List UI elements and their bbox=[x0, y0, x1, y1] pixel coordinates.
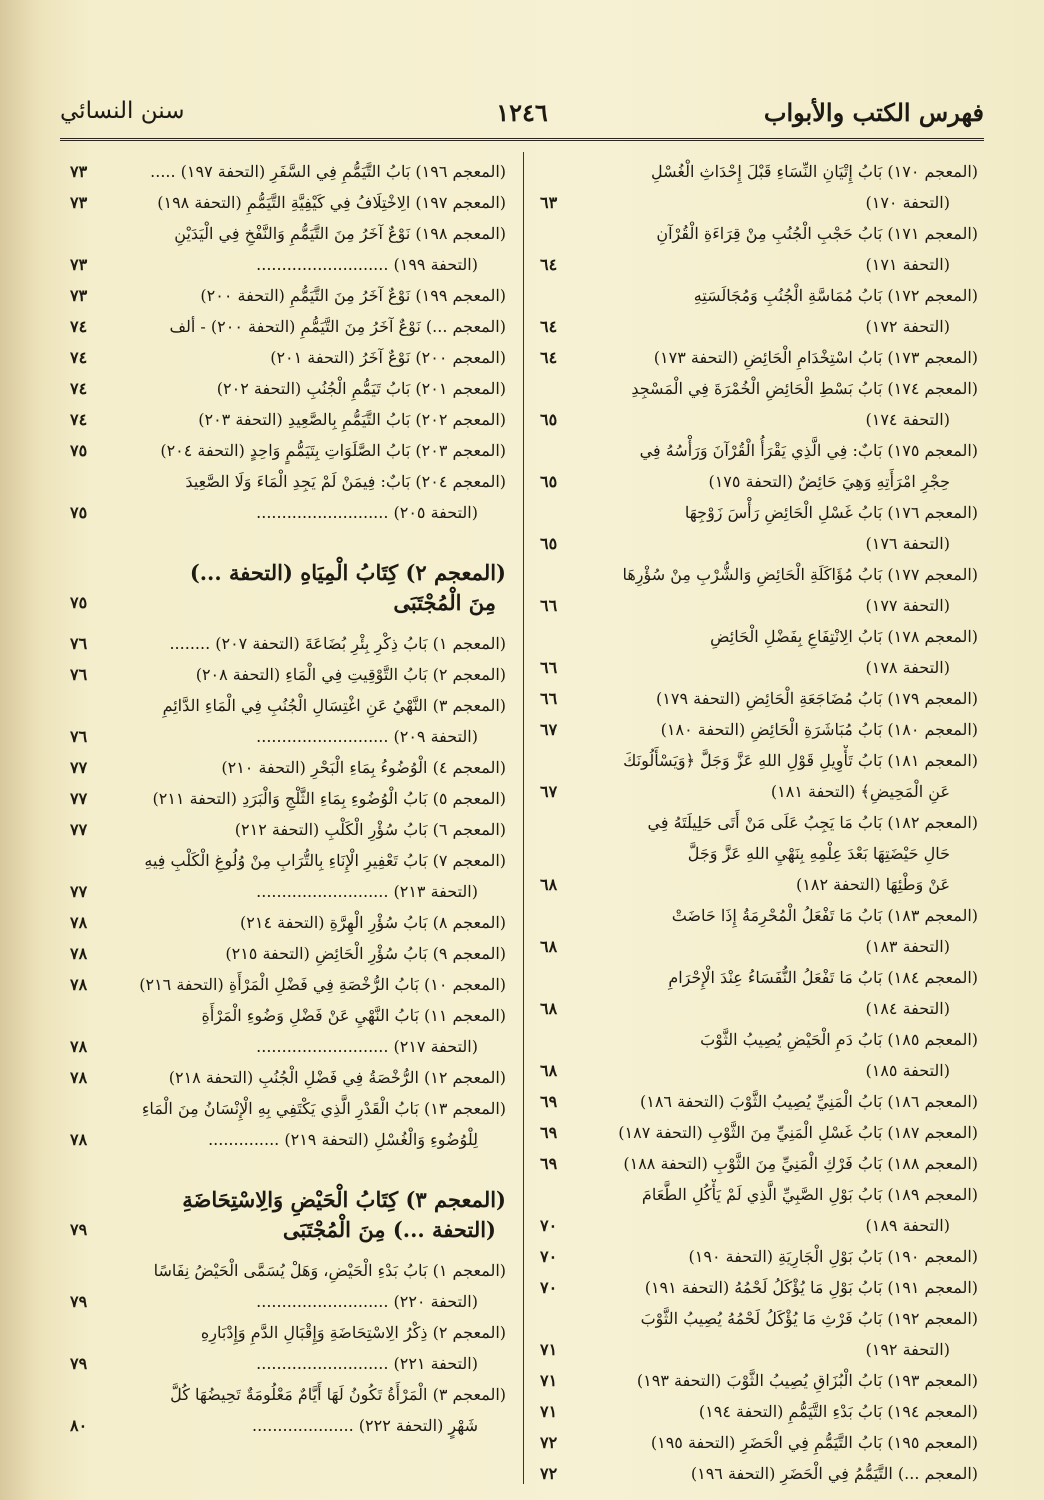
entry-page-number: ٧٨ bbox=[70, 944, 88, 963]
entry-page-number: ٦٨ bbox=[540, 1061, 558, 1080]
index-entry bbox=[70, 218, 506, 280]
entry-text: (المعجم ١٧٩) بَابُ مُضَاجَعَةِ الْحَائِضِ (التحفة ١٧٩) bbox=[656, 689, 978, 708]
book-section-heading bbox=[70, 1185, 506, 1245]
entry-text: (التحفة ١٩٩) .......................... bbox=[256, 255, 478, 274]
entry-page-number: ٦٦ bbox=[540, 658, 558, 677]
index-entry bbox=[540, 218, 978, 280]
entry-page-number: ٧٣ bbox=[70, 193, 88, 212]
entry-page-number: ٧١ bbox=[540, 1371, 558, 1390]
entry-text: (المعجم ١) بَابُ بَدْءِ الْحَيْضِ، وَهَلْ يُسَمَّى الْحَيْضُ نِفَاسًا bbox=[153, 1261, 506, 1280]
index-entry bbox=[540, 621, 978, 683]
entry-page-number: ٧١ bbox=[540, 1340, 558, 1359]
section-page-number: ٧٩ bbox=[70, 1220, 88, 1239]
entry-text: (المعجم ١٩١) بَابُ بَوْلِ مَا يُؤْكَلُ لَحْمُهُ (التحفة ١٩١) bbox=[644, 1278, 978, 1297]
index-entry bbox=[540, 962, 978, 1024]
entry-page-number: ٧٤ bbox=[70, 410, 88, 429]
entry-page-number: ٧٠ bbox=[540, 1247, 558, 1266]
entry-text: (التحفة ١٨٤) bbox=[865, 999, 950, 1018]
entry-text: (المعجم ١٧٦) بَابُ غَسْلِ الْحَائِضِ رَأْسَ زَوْجِهَا bbox=[684, 503, 978, 522]
entry-text: (المعجم ١٧٧) بَابُ مُؤَاكَلَةِ الْحَائِضِ وَالشُّرْبِ مِنْ سُؤْرِهَا bbox=[622, 565, 978, 584]
index-entry bbox=[70, 1000, 506, 1062]
entry-text: (المعجم ٩) بَابُ سُؤْرِ الْحَائِضِ (التحفة ٢١٥) bbox=[225, 944, 506, 963]
index-entry bbox=[70, 907, 506, 938]
entry-page-number: ٧٤ bbox=[70, 348, 88, 367]
entry-text: (المعجم ١٩٩) نَوْعٌ آخَرُ مِنَ التَّيَمُّمِ (التحفة ٢٠٠) bbox=[200, 286, 506, 305]
index-entry bbox=[540, 342, 978, 373]
entry-text: (التحفة ٢١٧) .......................... bbox=[256, 1037, 478, 1056]
entry-page-number: ٧٦ bbox=[70, 727, 88, 746]
entry-text: (المعجم ١٧٣) بَابُ اسْتِخْدَامِ الْحَائِضِ (التحفة ١٧٣) bbox=[653, 348, 978, 367]
entry-page-number: ٧٦ bbox=[70, 665, 88, 684]
entry-page-number: ٧٧ bbox=[70, 789, 88, 808]
entry-text: (المعجم ٢٠٤) بَابٌ: فِيمَنْ لَمْ يَجِدِ الْمَاءَ وَلَا الصَّعِيدَ bbox=[185, 472, 506, 491]
index-entry bbox=[70, 404, 506, 435]
index-entry bbox=[540, 559, 978, 621]
section-title: مِنَ الْمُجْتَبَى bbox=[393, 590, 496, 615]
index-entry bbox=[540, 1365, 978, 1396]
entry-text: (المعجم ١) بَابُ ذِكْرِ بِئْرِ بُضَاعَةَ (التحفة ٢٠٧) ........ bbox=[169, 634, 506, 653]
entry-text: (التحفة ١٧٢) bbox=[865, 317, 950, 336]
entry-text: (التحفة ١٧٧) bbox=[865, 596, 950, 615]
index-entry bbox=[540, 1117, 978, 1148]
entry-page-number: ٧٤ bbox=[70, 379, 88, 398]
entry-text: (المعجم ١٨٩) بَابُ بَوْلِ الصَّبِيِّ الَّذِي لَمْ يَأْكُلِ الطَّعَامَ bbox=[641, 1185, 978, 1204]
index-entry bbox=[70, 311, 506, 342]
entry-page-number: ٦٨ bbox=[540, 999, 558, 1018]
entry-text: (المعجم ١٣) بَابُ الْقَدْرِ الَّذِي يَكْتَفِي بِهِ الْإِنْسَانُ مِنَ الْمَاءِ bbox=[141, 1099, 506, 1118]
entry-text: شَهْرٍ (التحفة ٢٢٢) .................... bbox=[252, 1416, 478, 1435]
index-entry bbox=[70, 1379, 506, 1441]
entry-text: (المعجم ٢٠١) بَابُ تَيَمُّمِ الْجُنُبِ (التحفة ٢٠٢) bbox=[216, 379, 506, 398]
entry-page-number: ٧٣ bbox=[70, 286, 88, 305]
entry-text: (التحفة ١٧٤) bbox=[865, 410, 950, 429]
entry-page-number: ٧٨ bbox=[70, 1037, 88, 1056]
entry-page-number: ٦٣ bbox=[540, 193, 558, 212]
index-entry bbox=[70, 435, 506, 466]
entry-page-number: ٧٩ bbox=[70, 1354, 88, 1373]
entry-text: (المعجم ٧) بَابُ تَعْفِيرِ الْإِنَاءِ بِالتُّرَابِ مِنْ وُلُوغِ الْكَلْبِ فِيهِ bbox=[144, 851, 506, 870]
entry-text: (المعجم ١٨٦) بَابُ الْمَنِيِّ يُصِيبُ الثَّوْبَ (التحفة ١٨٦) bbox=[639, 1092, 978, 1111]
entry-page-number: ٦٩ bbox=[540, 1154, 558, 1173]
header-rule bbox=[60, 138, 984, 141]
index-entry bbox=[70, 373, 506, 404]
entry-text: (المعجم ٣) النَّهْيُ عَنِ اغْتِسَالِ الْجُنُبِ فِي الْمَاءِ الدَّائِمِ bbox=[162, 696, 506, 715]
index-entry bbox=[540, 1024, 978, 1086]
section-title: (التحفة ...) مِنَ الْمُجْتَبَى bbox=[282, 1217, 496, 1242]
entry-text: (المعجم ١٧٥) بَابٌ: فِي الَّذِي يَقْرَأُ الْقُرْآنَ وَرَأْسُهُ فِي bbox=[639, 441, 978, 460]
entry-text: (التحفة ١٧٨) bbox=[865, 658, 950, 677]
index-entry bbox=[540, 156, 978, 218]
entry-text: عَنِ الْمَحِيضِ﴾ (التحفة ١٨١) bbox=[770, 782, 950, 801]
index-entry bbox=[540, 1427, 978, 1458]
index-entry bbox=[70, 938, 506, 969]
index-entry bbox=[70, 752, 506, 783]
entry-page-number: ٧٦ bbox=[70, 634, 88, 653]
entry-text: (المعجم ٨) بَابُ سُؤْرِ الْهِرَّةِ (التحفة ٢١٤) bbox=[240, 913, 506, 932]
header-title: فهرس الكتب والأبواب bbox=[763, 98, 984, 127]
entry-text: (التحفة ٢٢١) .......................... bbox=[256, 1354, 478, 1373]
entry-page-number: ٦٧ bbox=[540, 720, 558, 739]
entry-page-number: ٧٧ bbox=[70, 758, 88, 777]
entry-text: (المعجم ...) التَّيَمُّمُ فِي الْحَضَرِ (التحفة ١٩٦) bbox=[690, 1464, 978, 1483]
entry-text: (المعجم ١٩٥) بَابُ التَّيَمُّمِ فِي الْحَضَرِ (التحفة ١٩٥) bbox=[650, 1433, 978, 1452]
entry-page-number: ٧٥ bbox=[70, 503, 88, 522]
entry-text: (التحفة ١٩٢) bbox=[865, 1340, 950, 1359]
entry-page-number: ٧٣ bbox=[70, 255, 88, 274]
entry-page-number: ٦٩ bbox=[540, 1123, 558, 1142]
index-entry bbox=[70, 845, 506, 907]
entry-page-number: ٦٦ bbox=[540, 689, 558, 708]
entry-text: لِلْوُضُوءِ وَالْغُسْلِ (التحفة ٢١٩) .............. bbox=[208, 1130, 478, 1149]
index-entry bbox=[540, 1086, 978, 1117]
index-entry bbox=[540, 435, 978, 497]
entry-page-number: ٦٤ bbox=[540, 317, 558, 336]
index-column-right bbox=[540, 156, 978, 1489]
entry-text: (التحفة ١٨٥) bbox=[865, 1061, 950, 1080]
entry-text: (التحفة ٢٢٠) .......................... bbox=[256, 1292, 478, 1311]
index-entry bbox=[70, 156, 506, 187]
entry-text: (المعجم ١٠) بَابُ الرُّخْصَةِ فِي فَضْلِ الْمَرْأَةِ (التحفة ٢١٦) bbox=[139, 975, 506, 994]
entry-text: عَنْ وَطْئِهَا (التحفة ١٨٢) bbox=[796, 875, 950, 894]
entry-page-number: ٦٨ bbox=[540, 875, 558, 894]
entry-text: (المعجم ...) نَوْعٌ آخَرُ مِنَ التَّيَمُّمِ (التحفة ٢٠٠) - ألف bbox=[169, 317, 506, 336]
index-entry bbox=[540, 1179, 978, 1241]
entry-page-number: ٧٢ bbox=[540, 1464, 558, 1483]
entry-page-number: ٧٠ bbox=[540, 1278, 558, 1297]
entry-text: (المعجم ١٧٢) بَابُ مُمَاسَّةِ الْجُنُبِ وَمُجَالَسَتِهِ bbox=[693, 286, 978, 305]
index-entry bbox=[540, 1272, 978, 1303]
entry-text: (المعجم ١٩٣) بَابُ الْبُزَاقِ يُصِيبُ الثَّوْبَ (التحفة ١٩٣) bbox=[636, 1371, 978, 1390]
entry-text: (المعجم ١٧٠) بَابُ إِتْيَانِ النِّسَاءِ قَبْلَ إِحْدَاثِ الْغُسْلِ bbox=[651, 162, 978, 181]
entry-text: (التحفة ٢٠٩) .......................... bbox=[256, 727, 478, 746]
entry-page-number: ٧٣ bbox=[70, 162, 88, 181]
entry-page-number: ٧٧ bbox=[70, 820, 88, 839]
entry-text: (المعجم ٣) الْمَرْأَةُ تَكُونُ لَهَا أَيَّامٌ مَعْلُومَةٌ تَحِيضُهَا كُلَّ bbox=[170, 1385, 506, 1404]
entry-page-number: ٦٤ bbox=[540, 255, 558, 274]
entry-page-number: ٦٧ bbox=[540, 782, 558, 801]
index-entry bbox=[70, 628, 506, 659]
column-divider bbox=[523, 152, 524, 1484]
entry-text: (المعجم ٢) بَابُ التَّوْقِيتِ فِي الْمَاءِ (التحفة ٢٠٨) bbox=[195, 665, 506, 684]
entry-text: (التحفة ٢١٣) .......................... bbox=[256, 882, 478, 901]
entry-page-number: ٦٨ bbox=[540, 937, 558, 956]
index-entry bbox=[540, 900, 978, 962]
index-entry bbox=[70, 783, 506, 814]
index-entry bbox=[540, 373, 978, 435]
entry-text: (المعجم ١٩٧) الِاخْتِلَافُ فِي كَيْفِيَّةِ التَّيَمُّمِ (التحفة ١٩٨) bbox=[157, 193, 506, 212]
entry-page-number: ٨٠ bbox=[70, 1416, 88, 1435]
entry-text: (المعجم ٢٠٠) نَوْعٌ آخَرُ (التحفة ٢٠١) bbox=[270, 348, 506, 367]
entry-text: (المعجم ٢٠٣) بَابُ الصَّلَوَاتِ بِتَيَمُّمٍ وَاحِدٍ (التحفة ٢٠٤) bbox=[160, 441, 506, 460]
entry-page-number: ٧٨ bbox=[70, 1068, 88, 1087]
entry-text: (التحفة ٢٠٥) .......................... bbox=[256, 503, 478, 522]
entry-page-number: ٧٢ bbox=[540, 1433, 558, 1452]
index-entry bbox=[70, 280, 506, 311]
entry-page-number: ٧٨ bbox=[70, 1130, 88, 1149]
entry-text: (المعجم ١٨٨) بَابُ فَرْكِ الْمَنِيِّ مِنَ الثَّوْبِ (التحفة ١٨٨) bbox=[623, 1154, 978, 1173]
index-entry bbox=[540, 1303, 978, 1365]
entry-page-number: ٦٥ bbox=[540, 410, 558, 429]
entry-text: (التحفة ١٨٩) bbox=[865, 1216, 950, 1235]
entry-text: (المعجم ١٨٥) بَابُ دَمِ الْحَيْضِ يُصِيبُ الثَّوْبَ bbox=[700, 1030, 978, 1049]
entry-text: (المعجم ١٨٠) بَابُ مُبَاشَرَةِ الْحَائِضِ (التحفة ١٨٠) bbox=[660, 720, 978, 739]
entry-text: (المعجم ١٨٣) بَابُ مَا تَفْعَلُ الْمُحْرِمَةُ إِذَا حَاضَتْ bbox=[671, 906, 978, 925]
index-entry bbox=[70, 466, 506, 528]
entry-text: (المعجم ٢) ذِكْرُ الِاسْتِحَاضَةِ وَإِقْبَالِ الدَّمِ وَإِدْبَارِهِ bbox=[200, 1323, 506, 1342]
page-header bbox=[60, 98, 984, 132]
entry-text: (المعجم ١٩٤) بَابُ بَدْءِ التَّيَمُّمِ (التحفة ١٩٤) bbox=[698, 1402, 978, 1421]
entry-text: (المعجم ١٨١) بَابُ تَأْوِيلِ قَوْلِ اللهِ عَزَّ وَجَلَّ ﴿وَيَسْأَلُونَكَ bbox=[623, 751, 978, 770]
entry-text: حَالِ حَيْضَتِهَا بَعْدَ عِلْمِهِ بِنَهْيِ اللهِ عَزَّ وَجَلَّ bbox=[687, 844, 950, 863]
index-entry bbox=[70, 342, 506, 373]
entry-text: (المعجم ١٧٤) بَابُ بَسْطِ الْحَائِضِ الْخُمْرَةَ فِي الْمَسْجِدِ bbox=[631, 379, 978, 398]
entry-page-number: ٦٥ bbox=[540, 472, 558, 491]
entry-page-number: ٧٠ bbox=[540, 1216, 558, 1235]
header-page-number: ١٢٤٦ bbox=[496, 98, 548, 127]
entry-text: (التحفة ١٨٣) bbox=[865, 937, 950, 956]
entry-text: (المعجم ٢٠٢) بَابُ التَّيَمُّمِ بِالصَّعِيدِ (التحفة ٢٠٣) bbox=[198, 410, 506, 429]
entry-text: (المعجم ١٧١) بَابُ حَجْبِ الْجُنُبِ مِنْ قِرَاءَةِ الْقُرْآنِ bbox=[656, 224, 978, 243]
entry-text: (المعجم ١٩٨) نَوْعٌ آخَرُ مِنَ التَّيَمُّمِ وَالنَّفْخِ فِي الْيَدَيْنِ bbox=[174, 224, 506, 243]
index-entry bbox=[70, 187, 506, 218]
entry-text: (المعجم ١٩٢) بَابُ فَرْثِ مَا يُؤْكَلُ لَحْمُهُ يُصِيبُ الثَّوْبَ bbox=[640, 1309, 978, 1328]
entry-text: (المعجم ١٢) الرُّخْصَةُ فِي فَضْلِ الْجُنُبِ (التحفة ٢١٨) bbox=[168, 1068, 506, 1087]
section-page-number: ٧٥ bbox=[70, 593, 88, 612]
header-book-name: سنن النسائي bbox=[60, 98, 185, 124]
index-column-left bbox=[70, 156, 506, 1441]
index-entry bbox=[70, 969, 506, 1000]
index-entry bbox=[70, 1093, 506, 1155]
entry-text: (المعجم ١٩٦) بَابُ التَّيَمُّمِ فِي السَّفَرِ (التحفة ١٩٧) ..... bbox=[150, 162, 506, 181]
entry-page-number: ٧٥ bbox=[70, 441, 88, 460]
entry-text: (المعجم ١٩٠) بَابُ بَوْلِ الْجَارِيَةِ (التحفة ١٩٠) bbox=[688, 1247, 978, 1266]
entry-page-number: ٧٩ bbox=[70, 1292, 88, 1311]
book-section-heading bbox=[70, 558, 506, 618]
entry-page-number: ٧٨ bbox=[70, 913, 88, 932]
index-entry bbox=[70, 1062, 506, 1093]
entry-page-number: ٦٦ bbox=[540, 596, 558, 615]
entry-text: (المعجم ٥) بَابُ الْوُضُوءِ بِمَاءِ الثَّلْجِ وَالْبَرَدِ (التحفة ٢١١) bbox=[152, 789, 506, 808]
section-title: (المعجم ٢) كِتَابُ الْمِيَاهِ (التحفة ...) bbox=[189, 560, 506, 585]
index-entry bbox=[540, 807, 978, 900]
index-entry bbox=[540, 1396, 978, 1427]
index-entry bbox=[540, 1458, 978, 1489]
index-entry bbox=[540, 280, 978, 342]
entry-text: حِجْرِ امْرَأَتِهِ وَهِيَ حَائِضٌ (التحفة ١٧٥) bbox=[708, 472, 950, 491]
index-entry bbox=[540, 1241, 978, 1272]
index-entry bbox=[540, 683, 978, 714]
entry-page-number: ٦٥ bbox=[540, 534, 558, 553]
index-entry bbox=[540, 497, 978, 559]
index-entry bbox=[70, 690, 506, 752]
entry-text: (التحفة ١٧٦) bbox=[865, 534, 950, 553]
entry-page-number: ٦٩ bbox=[540, 1092, 558, 1111]
entry-text: (المعجم ١٧٨) بَابُ الِانْتِفَاعِ بِفَضْلِ الْحَائِضِ bbox=[710, 627, 978, 646]
index-entry bbox=[540, 714, 978, 745]
entry-text: (المعجم ١٨٧) بَابُ غَسْلِ الْمَنِيِّ مِنَ الثَّوْبِ (التحفة ١٨٧) bbox=[618, 1123, 978, 1142]
index-entry bbox=[70, 1255, 506, 1317]
entry-text: (المعجم ١٨٤) بَابُ مَا تَفْعَلُ النُّفَسَاءُ عِنْدَ الْإِحْرَامِ bbox=[668, 968, 978, 987]
index-entry bbox=[70, 1317, 506, 1379]
entry-text: (المعجم ١٨٢) بَابُ مَا يَجِبُ عَلَى مَنْ أَتَى حَلِيلَتَهُ فِي bbox=[647, 813, 978, 832]
entry-page-number: ٧٧ bbox=[70, 882, 88, 901]
entry-text: (التحفة ١٧٠) bbox=[865, 193, 950, 212]
entry-page-number: ٧١ bbox=[540, 1402, 558, 1421]
index-entry bbox=[540, 1148, 978, 1179]
entry-text: (التحفة ١٧١) bbox=[865, 255, 950, 274]
entry-text: (المعجم ٤) الْوُضُوءُ بِمَاءِ الْبَحْرِ (التحفة ٢١٠) bbox=[221, 758, 506, 777]
index-entry bbox=[70, 659, 506, 690]
entry-text: (المعجم ٦) بَابُ سُؤْرِ الْكَلْبِ (التحفة ٢١٢) bbox=[234, 820, 506, 839]
entry-page-number: ٦٤ bbox=[540, 348, 558, 367]
section-title: (المعجم ٣) كِتَابُ الْحَيْضِ وَالِاسْتِحَاضَةِ bbox=[182, 1187, 506, 1212]
entry-page-number: ٧٤ bbox=[70, 317, 88, 336]
index-entry bbox=[70, 814, 506, 845]
entry-page-number: ٧٨ bbox=[70, 975, 88, 994]
entry-text: (المعجم ١١) بَابُ النَّهْيِ عَنْ فَضْلِ وَضُوءِ الْمَرْأَةِ bbox=[201, 1006, 506, 1025]
index-entry bbox=[540, 745, 978, 807]
